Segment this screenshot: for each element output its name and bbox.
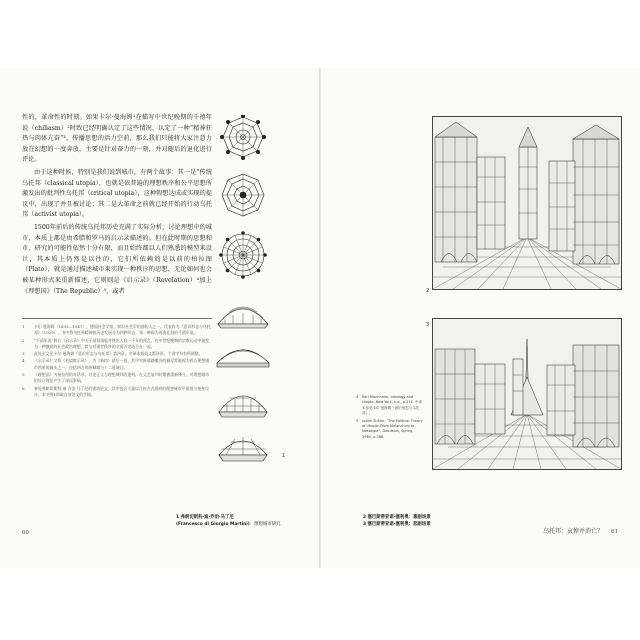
tragic-scene-engraving xyxy=(432,318,622,470)
caption-title: 弗朗切斯科·迪·乔治·马丁尼 xyxy=(180,515,234,520)
footnote-text: 《理想国》为柏拉图的对话录，讨论正义与理想城邦的建构，在文艺复兴时期被重新译介，对理想城市的设计理论产生了深远影响。 xyxy=(34,372,210,384)
figure-number: 3 xyxy=(426,322,430,328)
book-gutter xyxy=(319,68,321,568)
caption-number: 1 xyxy=(176,515,180,520)
octagonal-plan-drawing xyxy=(222,174,264,216)
comic-scene-drawing xyxy=(433,117,621,289)
footnote-text: “千禧年说”源自《启示录》中关于基督再临并统治人间一千年的预言，在中世纪晚期的宗教运动中演变为一种激进的社会政治理想，常与对现世秩序的全面否定结合在一起。 xyxy=(34,337,210,349)
footnote-number: 2 xyxy=(22,337,25,343)
perspective-city-drawing xyxy=(219,396,267,417)
footnote-text: 参见弗朗切斯科·迪·乔治·马丁尼的建筑论文，其中包含大量以几何方式组织的理想城市平面图与堡垒设计，本书图1即取自该论文的手稿。 xyxy=(34,385,209,397)
footnote-text: 卡尔·曼海姆（1893—1947），德国社会学家，知识社会学的创始人之一。代表作为《意识形态与乌托邦》（1929），书中将乌托邦精神按历史发展分为四种形态，第一种即为再洗礼派的千禧年说。 xyxy=(34,324,211,336)
caption-number: 3 xyxy=(363,522,367,527)
footnote xyxy=(22,372,212,385)
ideal-city-figures xyxy=(208,115,286,470)
caption-latin-name: (Francesco di Giorgio Martini) xyxy=(176,522,250,527)
margin-note-text: Judith Shklar, “The Political Theory of Utopia: From Melancholy to Nostalgia”, Daedalus, Spring, 1965, p.368. xyxy=(362,418,423,439)
caption-text: 塞巴斯蒂亚诺·塞利奥：喜剧场景 xyxy=(367,515,431,520)
figure-caption xyxy=(176,514,316,528)
figure-number: 2 xyxy=(426,288,430,294)
margin-notes xyxy=(356,395,424,442)
page-number: 60 xyxy=(22,530,29,536)
comic-scene-engraving xyxy=(432,116,622,290)
ideal-city-drawings xyxy=(208,115,278,470)
paragraph: 由于这种时候，特别是我们说到城市，有两个故事：其一是“传统乌托邦（classical utopia），也就是依普遍的理想秩序和公平思想所激发出的批判性乌托邦（critical utopia），这种假想达成或实现的提议中，出现了并且被讨论；其二是大革命之前就已经开始的行动乌托邦（activist utopia）。 xyxy=(22,168,212,219)
body-text xyxy=(22,113,212,299)
footnote xyxy=(22,338,212,351)
footnote-text: 《启示录》又称《若望默示录》，为《新约》最后一卷，其中对新耶路撒冷的描写常被视为西方理想城市图景的源头之一，包括四方形的城墙与十二道城门。 xyxy=(34,358,210,370)
perspective-city-drawing xyxy=(218,307,268,328)
caption-description: ：理想城市研究 xyxy=(249,522,281,527)
margin-note-number: 5 xyxy=(356,418,359,423)
footnote-number: 4 xyxy=(22,358,25,364)
tragic-scene-drawing xyxy=(433,319,621,469)
figure-captions xyxy=(363,514,503,528)
footnote-text: 此处引文见卡尔·曼海姆《意识形态与乌托邦》第四章，中译本据英文版译出，个别字句有所调整。 xyxy=(34,351,203,357)
footnote xyxy=(22,386,212,399)
perspective-city-drawing xyxy=(219,437,267,461)
footnote-number: 5 xyxy=(22,372,25,378)
margin-note xyxy=(356,419,424,441)
footnote-number: 3 xyxy=(22,351,25,357)
footnote xyxy=(22,358,212,371)
margin-note-number: 4 xyxy=(356,395,359,399)
footnote xyxy=(22,351,212,357)
page-footer xyxy=(543,526,618,535)
paragraph: 性的，革命性的时刻。如果卡尔·曼海姆¹在描写中世纪晚期的千禧年说（chiliasm）²时致已经明确认定了这些情况，认定了一种“精神狂热与肉体亢奋”³，传播思想的活力空前，那么我们只能将大家注意力放在幻想的一度奔放，主要是针对奋力的一刻，并对随后的退化进行评论。 xyxy=(22,114,212,164)
margin-note xyxy=(356,395,424,417)
caption-text: 塞巴斯蒂亚诺·塞利奥：悲剧场景 xyxy=(367,522,431,527)
footnote-number: 1 xyxy=(22,324,25,329)
page-number: 61 xyxy=(611,529,618,535)
running-head: 乌托邦：哀悼并消亡？ xyxy=(542,528,603,535)
figure-number: 1 xyxy=(282,453,286,459)
margin-note-text: Karl Mannheim, Ideology and Utopia. New York, n.d., p.211. 中译本参见卡尔·曼海姆《意识形态与乌托邦》。 xyxy=(362,395,423,416)
footnote xyxy=(22,324,212,337)
caption-number: 2 xyxy=(363,515,367,520)
octagonal-plan-drawing xyxy=(220,115,266,160)
radial-plan-drawing xyxy=(219,231,267,279)
perspective-city-drawing xyxy=(217,350,269,367)
footnotes xyxy=(22,318,212,399)
paragraph: 1500年前后的传统乌托邦历史充满了实际分析，讨论理想中的城市，本质上都是由希腊和罗马的启示录描述的。但在此时期的思想和市、研究的可能性依然十分有限，而且始终都以人们熟悉的模型来设计，其本质上仍然是以往的，它们所依赖的是以前的柏拉图（Plato），就是通过描述城市来实现一种秩序的思想，无论如何也会被某种形式来重新描述，它则则是《启示录》（Revelation）⁴加上《理想国》（The Republic）⁵，或者 xyxy=(22,223,212,295)
footnote-number: 6 xyxy=(22,385,25,391)
